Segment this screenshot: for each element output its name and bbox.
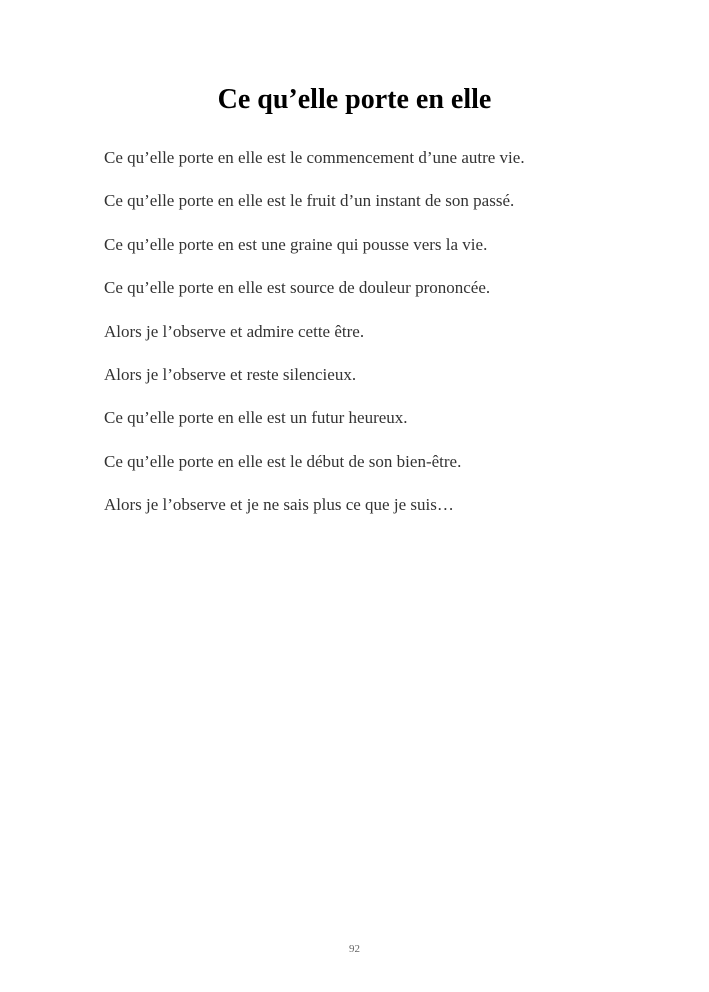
- page-number: 92: [349, 943, 360, 955]
- poem-title: Ce qu’elle porte en elle: [217, 84, 492, 115]
- poem-line-9: Alors je l’observe et je ne sais plus ce que je suis…: [104, 495, 454, 515]
- poem-line-5: Alors je l’observe et admire cette être.: [104, 321, 365, 341]
- poem-line-1: Ce qu’elle porte en elle est le commencement d’une autre vie.: [104, 148, 525, 167]
- poem-body: [104, 146, 664, 537]
- poem-line-6: Alors je l’observe et reste silencieux.: [104, 364, 357, 384]
- poem-line-3: Ce qu’elle porte en est une graine qui pousse vers la vie.: [104, 234, 488, 254]
- poem-line-2: Ce qu’elle porte en elle est le fruit d’un instant de son passé.: [104, 191, 515, 211]
- poem-line-7: Ce qu’elle porte en elle est un futur heureux.: [104, 408, 408, 428]
- poem-line-4: Ce qu’elle porte en elle est source de douleur prononcée.: [104, 278, 491, 298]
- poem-line-8: Ce qu’elle porte en elle est le début de son bien-être.: [104, 451, 462, 471]
